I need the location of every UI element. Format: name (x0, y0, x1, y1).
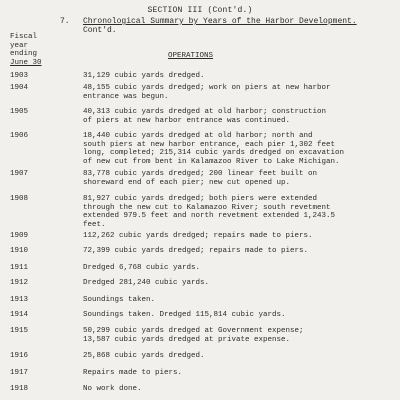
row-year: 1917 (10, 369, 29, 377)
row-year: 1912 (10, 279, 29, 287)
row-year: 1905 (10, 108, 29, 116)
section-title: SECTION III (Cont'd.) (147, 6, 253, 15)
row-year: 1906 (10, 132, 29, 140)
row-operation: 83,778 cubic yards dredged; 200 linear feet built on shoreward end of each pier; new cut opened up. (83, 170, 318, 187)
row-operation: Dredged 6,768 cubic yards. (83, 264, 201, 272)
row-operation: 31,129 cubic yards dredged. (83, 72, 205, 80)
row-year: 1903 (10, 72, 29, 80)
row-year: 1914 (10, 311, 29, 319)
row-operation: 18,440 cubic yards dredged at old harbor; north and south piers at new harbor entrance, each pier 1,302 feet long, completed; 215,314 cubic yards dredged on excavation of new cut from bent in Kalamazoo River to Lake Michigan. (83, 132, 345, 166)
item-title-line1: Chronological Summary by Years of the Harbor Development. (83, 17, 357, 26)
row-operation: Repairs made to piers. (83, 369, 183, 377)
row-operation: 81,927 cubic yards dredged; both piers were extended through the new cut to Kalamazoo River; south revetment extended 979.5 feet and north revetment extended 1,243.5 feet. (83, 195, 336, 229)
item-title (83, 17, 383, 35)
row-operation: No work done. (83, 385, 142, 393)
year-header-line1: Fiscal (10, 33, 38, 41)
year-header-line4: June 30 (10, 58, 42, 67)
row-operation: Dredged 281,240 cubic yards. (83, 279, 210, 287)
operations-column-header: OPERATIONS (168, 52, 214, 60)
row-operation: 50,299 cubic yards dredged at Government expense; 13,587 cubic yards dredged at private expense. (83, 327, 304, 344)
item-number: 7. (60, 17, 70, 26)
year-header-line3: ending (10, 50, 38, 58)
row-year: 1918 (10, 385, 29, 393)
row-operation: 40,313 cubic yards dredged at old harbor; construction of piers at new harbor entrance was continued. (83, 108, 327, 125)
row-operation: 25,868 cubic yards dredged. (83, 352, 205, 360)
row-operation: 72,399 cubic yards dredged; repairs made to piers. (83, 247, 309, 255)
row-year: 1913 (10, 296, 29, 304)
row-year: 1908 (10, 195, 29, 203)
row-operation: Soundings taken. Dredged 115,814 cubic yards. (83, 311, 286, 319)
year-header-line2: year (10, 41, 29, 50)
row-year: 1910 (10, 247, 29, 255)
row-operation: 48,155 cubic yards dredged; work on piers at new harbor entrance was begun. (83, 84, 331, 101)
row-operation: Soundings taken. (83, 296, 156, 304)
row-year: 1909 (10, 232, 29, 240)
row-year: 1904 (10, 84, 29, 92)
year-column-header (10, 33, 46, 67)
row-year: 1907 (10, 170, 29, 178)
row-year: 1911 (10, 264, 29, 272)
item-title-line2: Cont'd. (83, 26, 117, 35)
row-year: 1916 (10, 352, 29, 360)
row-year: 1915 (10, 327, 29, 335)
row-operation: 112,262 cubic yards dredged; repairs made to piers. (83, 232, 313, 240)
